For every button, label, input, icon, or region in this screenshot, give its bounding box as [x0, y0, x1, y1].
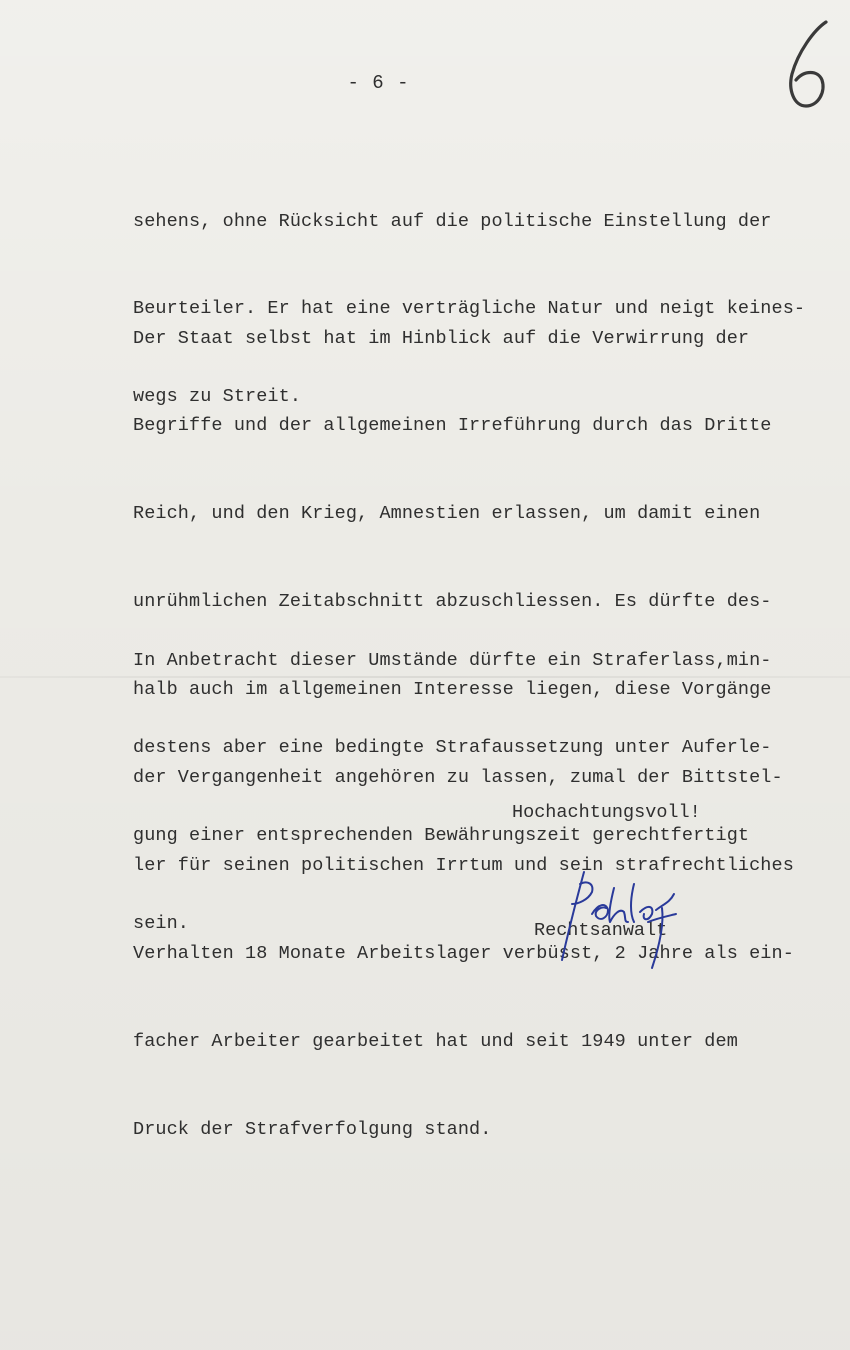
- text-line: der Vergangenheit angehören zu lassen, zumal der Bittstel-: [133, 767, 783, 789]
- text-line: Reich, und den Krieg, Amnestien erlassen, um damit einen: [133, 503, 761, 525]
- text-line: ler für seinen politischen Irrtum und sein strafrechtliches: [133, 854, 794, 876]
- handwritten-page-number: [780, 14, 840, 114]
- text-line: wegs zu Streit.: [133, 386, 302, 408]
- text-line: halb auch im allgemeinen Interesse liegen, diese Vorgänge: [133, 679, 772, 701]
- signer-title: Rechtsanwalt: [534, 920, 668, 941]
- text-line: Der Staat selbst hat im Hinblick auf die Verwirrung der: [133, 327, 750, 349]
- signature: [548, 864, 688, 979]
- text-line: facher Arbeiter gearbeitet hat und seit 1949 unter dem: [133, 1030, 738, 1052]
- text-line: In Anbetracht dieser Umstände dürfte ein Straferlass,min-: [133, 649, 772, 671]
- closing-salutation: Hochachtungsvoll!: [512, 802, 701, 823]
- text-line: Druck der Strafverfolgung stand.: [133, 1118, 492, 1140]
- text-line: Verhalten 18 Monate Arbeitslager verbüsst, 2 Jahre als ein-: [133, 942, 794, 964]
- text-line: gung einer entsprechenden Bewährungszeit gerechtfertigt: [133, 825, 750, 847]
- text-line: sein.: [133, 913, 190, 935]
- text-line: destens aber eine bedingte Strafaussetzung unter Auferle-: [133, 737, 772, 759]
- text-line: Begriffe und der allgemeinen Irreführung durch das Dritte: [133, 415, 772, 437]
- text-line: sehens, ohne Rücksicht auf die politische Einstellung der: [133, 210, 772, 232]
- text-line: Beurteiler. Er hat eine verträgliche Natur und neigt keines-: [133, 298, 806, 320]
- text-line: unrühmlichen Zeitabschnitt abzuschliessen. Es dürfte des-: [133, 591, 772, 613]
- paragraph-3: [133, 587, 833, 997]
- page-number: - 6 -: [347, 72, 410, 94]
